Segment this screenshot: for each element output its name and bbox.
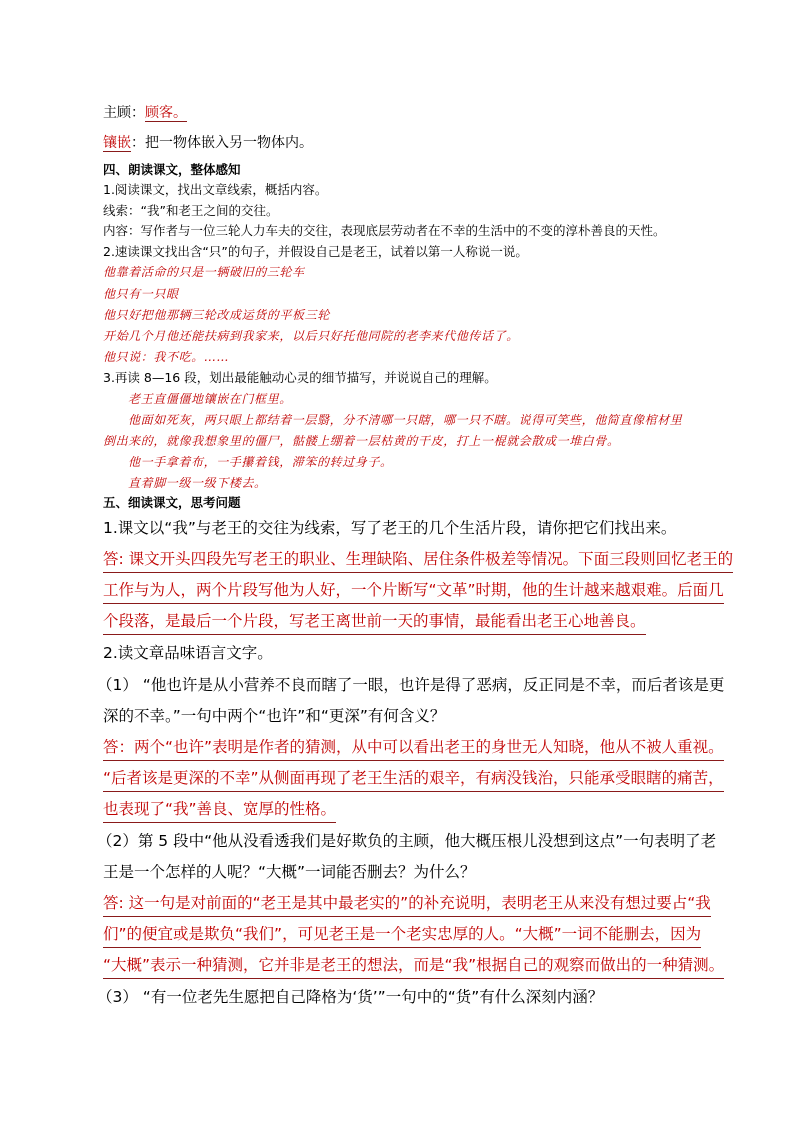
quoted-sentence: 他只有一只眼	[103, 287, 179, 301]
vocab-term: 主顾：	[103, 105, 145, 121]
answer-line: 个段落，是最后一个片段，写老王离世前一天的事情，最能看出老王心地善良。	[103, 609, 646, 635]
section-heading: 五、细读课文，思考问题	[103, 495, 241, 510]
detail-sentence: 他面如死灰，两只眼上都结着一层翳，分不清哪一只瞎，哪一只不瞎。说得可笑些，他简直像棺材里	[128, 413, 683, 427]
vocab-definition: 顾客。	[145, 105, 187, 121]
quoted-sentence: 他靠着活命的只是一辆破旧的三轮车	[103, 265, 305, 279]
answer-line: 也表现了“我”善良、宽厚的性格。	[103, 797, 336, 823]
quoted-sentence: 他只说：我不吃。……	[103, 350, 230, 364]
sub-question-line: （1） “他也许是从小营养不良而瞎了一眼，也许是得了恶病，反正同是不幸，而后者该是更	[97, 676, 725, 694]
question-text: 2.速读课文找出含“只”的句子，并假设自己是老王，试着以第一人称说一说。	[103, 244, 528, 259]
answer-clue: 线索：“我”和老王之间的交往。	[103, 203, 279, 218]
section-heading: 四、朗读课文，整体感知	[103, 162, 241, 177]
question-text: 1.阅读课文，找出文章线索，概括内容。	[103, 182, 328, 197]
question-text: 1.课文以“我”与老王的交往为线索，写了老王的几个生活片段，请你把它们找出来。	[103, 519, 677, 537]
answer-line: “大概”表示一种猜测，它并非是老王的想法，而是“我”根据自己的观察而做出的一种猜测。	[103, 953, 724, 979]
answer-line: 们”的便宜或是欺负“我们”，可见老王是一个老实忠厚的人。“大概”一词不能删去，因为	[103, 922, 701, 948]
sub-question-line: （2）第 5 段中“他从没看透我们是好欺负的主顾，他大概压根儿没想到这点”一句表明了老	[97, 832, 717, 850]
detail-sentence: 老王直僵僵地镶嵌在门框里。	[128, 392, 292, 406]
vocab-definition: ：把一物体嵌入另一物体内。	[131, 135, 313, 151]
sub-question-line: 王是一个怎样的人呢？“大概”一词能否删去？为什么？	[103, 863, 476, 881]
vocab-xiangqian	[103, 132, 313, 154]
sub-question-line: 深的不幸。”一句中两个“也许”和“更深”有何含义？	[103, 707, 446, 725]
answer-line: “后者该是更深的不幸”从侧面再现了老王生活的艰辛，有病没钱治，只能承受眼瞎的痛苦，	[103, 766, 724, 792]
vocab-term: 镶嵌	[103, 135, 131, 151]
question-text: 2.读文章品味语言文字。	[103, 644, 273, 662]
answer-line: 答: 这一句是对前面的“老王是其中最老实的”的补充说明，表明老王从来没有想过要占“我	[103, 891, 711, 917]
answer-line: 答：两个“也许”表明是作者的猜测，从中可以看出老王的身世无人知晓，他从不被人重视。	[103, 735, 724, 761]
quoted-sentence: 他只好把他那辆三轮改成运货的平板三轮	[103, 308, 330, 322]
detail-sentence: 他一手拿着布，一手攥着钱，滞笨的转过身子。	[128, 455, 393, 469]
answer-line: 答: 课文开头四段先写老王的职业、生理缺陷、居住条件极差等情况。下面三段则回忆老王的	[103, 547, 733, 573]
quoted-sentence: 开始几个月他还能扶病到我家来，以后只好托他同院的老李来代他传话了。	[103, 329, 519, 343]
detail-sentence: 直着脚一级一级下楼去。	[128, 476, 267, 490]
answer-content: 内容：写作者与一位三轮人力车夫的交往，表现底层劳动者在不幸的生活中的不变的淳朴善良的天性。	[103, 223, 666, 238]
question-text: 3.再读 8—16 段，划出最能触动心灵的细节描写，并说说自己的理解。	[103, 370, 497, 385]
detail-sentence: 倒出来的，就像我想象里的僵尸，骷髅上绷着一层枯黄的干皮，打上一棍就会散成一堆白骨。	[103, 434, 620, 448]
sub-question-line: （3） “有一位老先生愿把自己降格为‘货’”一句中的“货”有什么深刻内涵？	[97, 988, 604, 1006]
vocab-zhugu	[103, 102, 187, 124]
answer-line: 工作与为人，两个片段写他为人好，一个片断写“文革”时期，他的生计越来越艰难。后面几	[103, 578, 724, 604]
